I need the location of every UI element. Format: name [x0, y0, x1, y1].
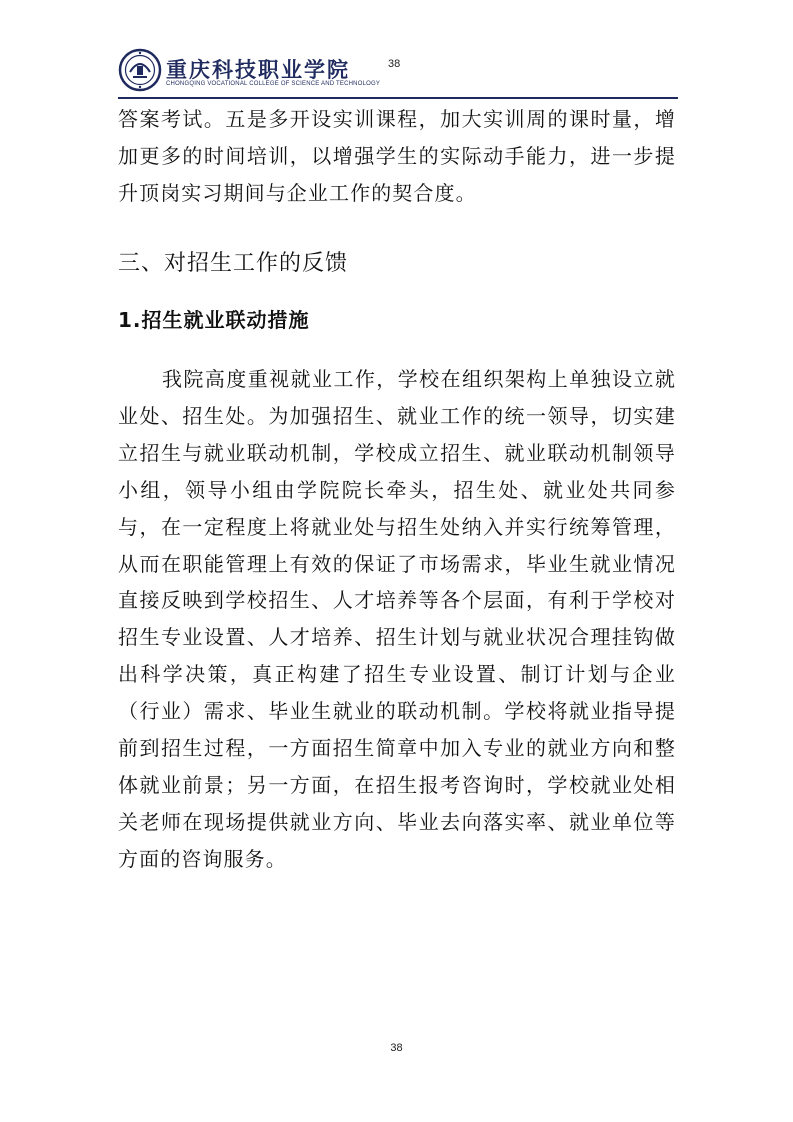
college-seal-icon	[118, 48, 162, 92]
school-name-english: CHONGQING VOCATIONAL COLLEGE OF SCIENCE AND TECHNOLOGY	[166, 81, 381, 87]
body-paragraph-1: 答案考试。五是多开设实训课程，加大实训周的课时量，增加更多的时间培训，以增强学生的实际动手能力，进一步提升顶岗实习期间与企业工作的契合度。	[118, 107, 676, 205]
section-heading: 三、对招生工作的反馈	[118, 251, 349, 276]
page-header	[118, 44, 678, 96]
body-paragraph-2: 我院高度重视就业工作，学校在组织架构上单独设立就业处、招生处。为加强招生、就业工作的统一领导，切实建立招生与就业联动机制，学校成立招生、就业联动机制领导小组，领导小组由学院院长牵头，招生处、就业处共同参与，在一定程度上将就业处与招生处纳入并实行统筹管理，从而在职能管理上有效的保证了市场需求，毕业生就业情况直接反映到学校招生、人才培养等各个层面，有利于学校对招生专业设置、人才培养、招生计划与就业状况合理挂钩做出科学决策，真正构建了招生专业设置、制订计划与企业（行业）需求、毕业生就业的联动机制。学校将就业指导提前到招生过程，一方面招生简章中加入专业的就业方向和整体就业前景；另一方面，在招生报考咨询时，学校就业处相关老师在现场提供就业方向、毕业去向落实率、就业单位等方面的咨询服务。	[118, 367, 676, 871]
header-page-number: 38	[388, 58, 401, 70]
header-divider	[118, 97, 678, 99]
subsection-heading: 1.招生就业联动措施	[118, 308, 310, 332]
footer-page-number: 38	[390, 1042, 403, 1054]
school-name: 重庆科技职业学院	[166, 57, 350, 82]
